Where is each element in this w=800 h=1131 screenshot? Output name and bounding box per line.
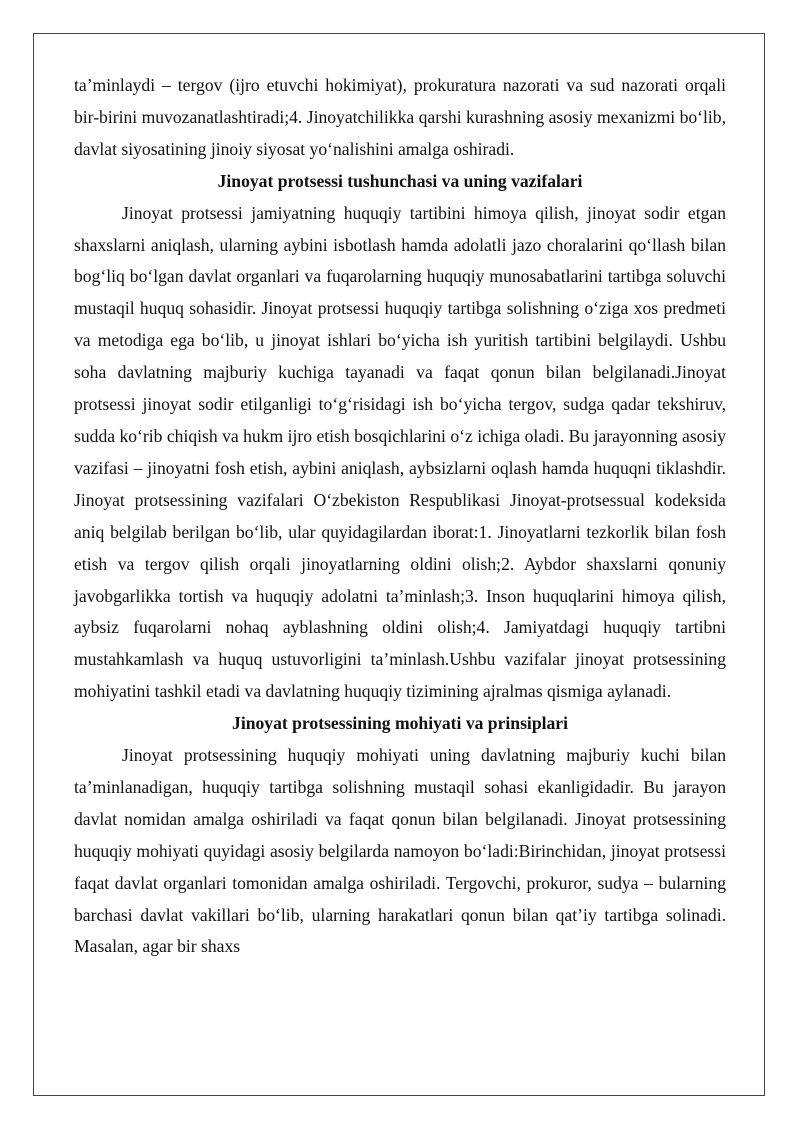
section-concept-paragraph: Jinoyat protsessi jamiyatning huquqiy tartibini himoya qilish, jinoyat sodir etgan shaxslarni aniqlash, ularning aybini isbotlash hamda adolatli jazo choralarini qo‘llash bilan bog‘liq bo‘lgan davlat organlari va fuqarolarning huquqiy munosabatlarini tartibga soluvchi mustaqil huquq sohasidir. Jinoyat protsessi huquqiy tartibga solishning o‘ziga xos predmeti va metodiga ega bo‘lib, u jinoyat ishlari bo‘yicha ish yuritish tartibini belgilaydi. Ushbu soha davlatning majburiy kuchiga tayanadi va faqat qonun bilan belgilanadi.Jinoyat protsessi jinoyat sodir etilganligi to‘g‘risidagi ish bo‘yicha tergov, sudga qadar tekshiruv, sudda ko‘rib chiqish va hukm ijro etish bosqichlarini o‘z ichiga oladi. Bu jarayonning asosiy vazifasi – jinoyatni fosh etish, aybini aniqlash, aybsizlarni oqlash hamda huquqni tiklashdir. Jinoyat protsessining vazifalari O‘zbekiston Respublikasi Jinoyat-protsessual kodeksida aniq belgilab berilgan bo‘lib, ular quyidagilardan iborat:1. Jinoyatlarni tezkorlik bilan fosh etish va tergov qilish orqali jinoyatlarning oldini olish;2. Aybdor shaxslarni qonuniy javobgarlikka tortish va huquqiy adolatni ta’minlash;3. Inson huquqlarini himoya qilish, aybsiz fuqarolarni nohaq ayblashning oldini olish;4. Jamiyatdagi huquqiy tartibni mustahkamlash va huquq ustuvorligini ta’minlash.Ushbu vazifalar jinoyat protsessining mohiyatini tashkil etadi va davlatning huquqiy tizimining ajralmas qismiga aylanadi. bbox=[74, 202, 726, 702]
document-body bbox=[74, 70, 726, 963]
section-heading-concept: Jinoyat protsessi tushunchasi va uning vazifalari bbox=[217, 170, 583, 191]
section-heading-principles: Jinoyat protsessining mohiyati va prinsiplari bbox=[232, 713, 568, 734]
section-principles-paragraph: Jinoyat protsessining huquqiy mohiyati uning davlatning majburiy kuchi bilan ta’minlanadigan, huquqiy tartibga solishning mustaqil sohasi ekanligidadir. Bu jarayon davlat nomidan amalga oshiriladi va faqat qonun bilan belgilanadi. Jinoyat protsessining huquqiy mohiyati quyidagi asosiy belgilarda namoyon bo‘ladi:Birinchidan, jinoyat protsessi faqat davlat organlari tomonidan amalga oshiriladi. Tergovchi, prokuror, sudya – bularning barchasi davlat vakillari bo‘lib, ularning harakatlari qonun bilan qat’iy tartibga solinadi. Masalan, agar bir shaxs bbox=[74, 745, 726, 957]
intro-paragraph: ta’minlaydi – tergov (ijro etuvchi hokimiyat), prokuratura nazorati va sud nazorati orqali bir-birini muvozanatlashtiradi;4. Jinoyatchilikka qarshi kurashning asosiy mexanizmi bo‘lib, davlat siyosatining jinoiy siyosat yo‘nalishini amalga oshiradi. bbox=[74, 75, 726, 159]
